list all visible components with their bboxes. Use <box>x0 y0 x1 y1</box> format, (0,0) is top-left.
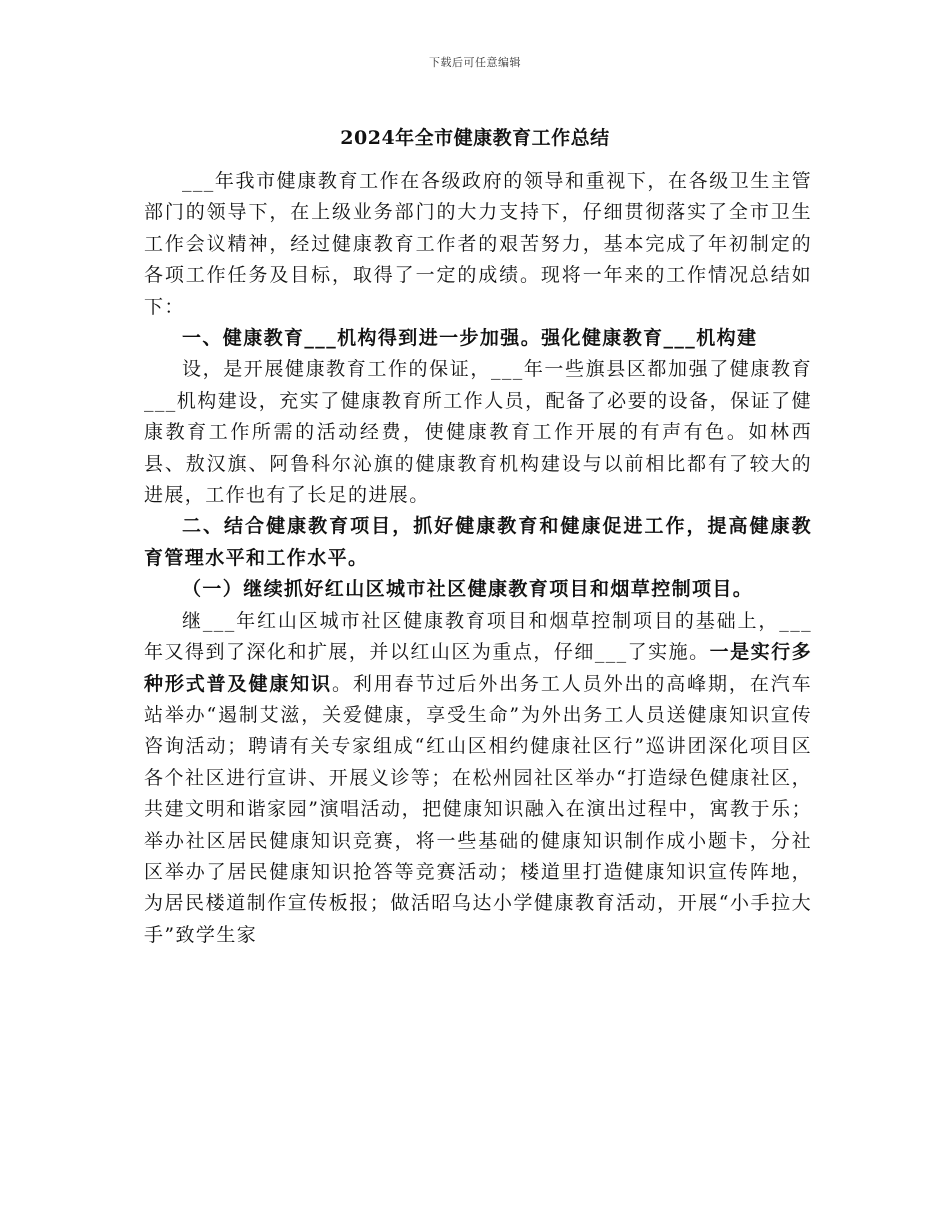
section-two-heading: 二、结合健康教育项目，抓好健康教育和健康促进工作，提高健康教育管理水平和工作水平。 <box>144 515 812 569</box>
subsection-one-text-rest: 。利用春节过后外出务工人员外出的高峰期，在汽车站举办“遏制艾滋，关爱健康，享受生命”为外出务工人员送健康知识宣传咨询活动；聘请有关专家组成“红山区相约健康社区行”巡讲团深化项目区各个社区进行宣讲、开展义诊等；在松州园社区举办“打造绿色健康社区，共建文明和谐家园”演唱活动，把健康知识融入在演出过程中，寓教于乐；举办社区居民健康知识竞赛，将一些基础的健康知识制作成小题卡，分社区举办了居民健康知识抢答等竞赛活动；楼道里打造健康知识宣传阵地，为居民楼道制作宣传板报；做活昭乌达小学健康教育活动，开展“小手拉大手”致学生家 <box>144 672 812 946</box>
subsection-one-paragraph <box>144 606 812 951</box>
section-one-heading: 一、健康教育___机构得到进一步加强。强化健康教育___机构建 <box>182 327 758 350</box>
section-one-paragraph: 设，是开展健康教育工作的保证，___年一些旗县区都加强了健康教育___机构建设，充实了健康教育所工作人员，配备了必要的设备，保证了健康教育工作所需的活动经费，使健康教育工作开展的有声有色。如林西县、敖汉旗、阿鲁科尔沁旗的健康教育机构建设与以前相比都有了较大的进展，工作也有了长足的进展。 <box>144 358 812 507</box>
document-body <box>144 166 812 951</box>
subsection-one-bold-phrase: 一是实行多种形式普及健康知识 <box>144 641 812 695</box>
header-note: 下载后可任意编辑 <box>429 56 521 69</box>
subsection-one-text-lead: 继___年红山区城市社区健康教育项目和烟草控制项目的基础上，___年又得到了深化和扩展，并以红山区为重点，仔细___了实施。 <box>144 609 812 664</box>
intro-paragraph: ___年我市健康教育工作在各级政府的领导和重视下，在各级卫生主管部门的领导下，在上级业务部门的大力支持下，仔细贯彻落实了全市卫生工作会议精神，经过健康教育工作者的艰苦努力，基本完成了年初制定的各项工作任务及目标，取得了一定的成绩。现将一年来的工作情况总结如下： <box>144 170 812 318</box>
document-title: 2024年全市健康教育工作总结 <box>340 127 610 149</box>
subsection-one-heading: （一）继续抓好红山区城市社区健康教育项目和烟草控制项目。 <box>182 578 754 601</box>
